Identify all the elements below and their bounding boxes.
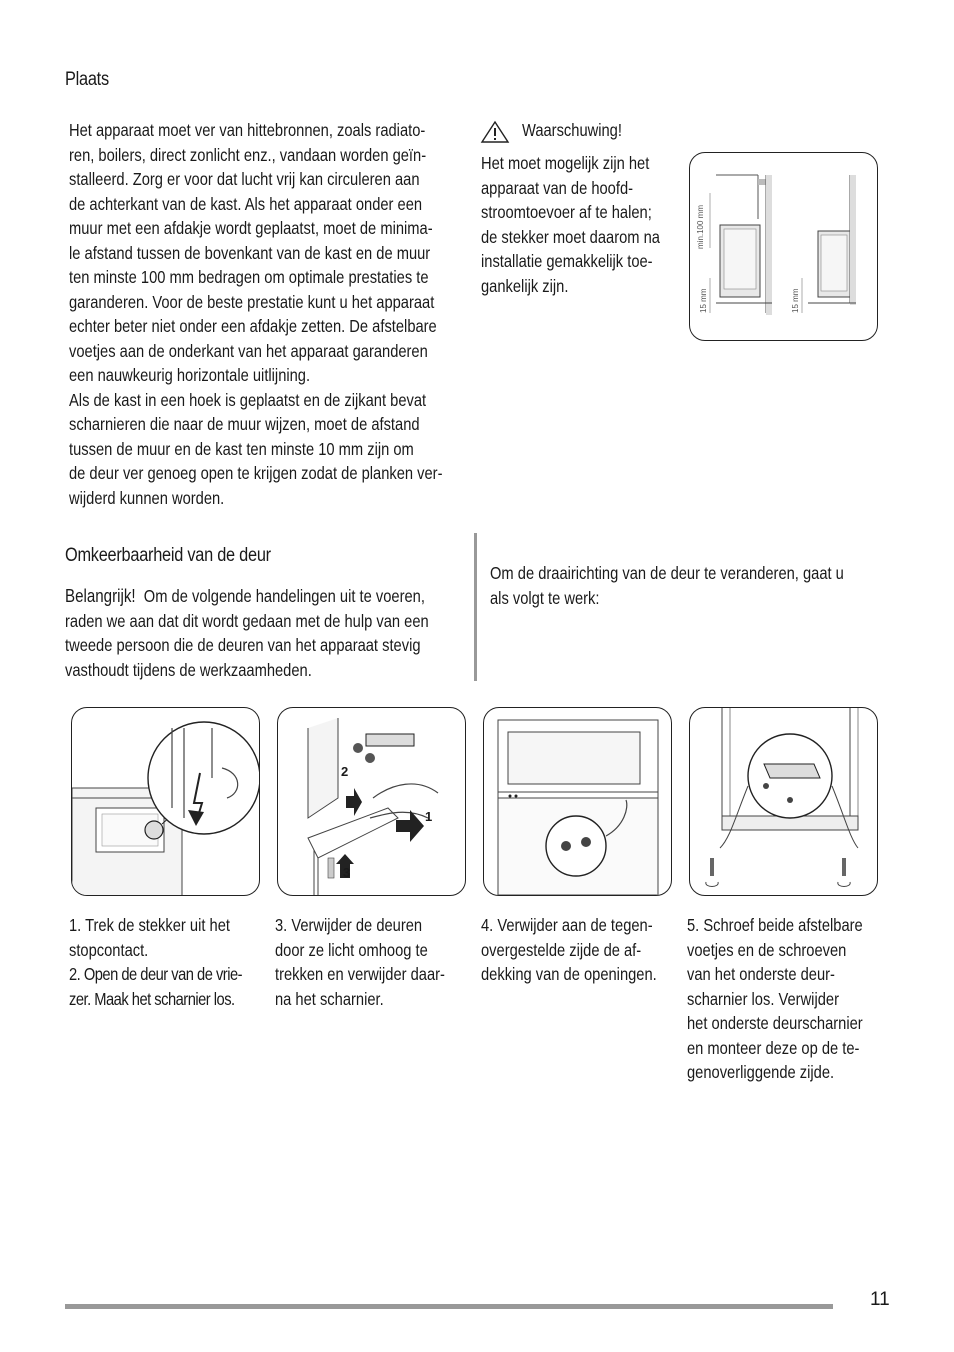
clearance-label-a: 15 mm: [699, 288, 708, 313]
text-line: stopcontact.: [69, 939, 149, 960]
text-line: apparaat van de hoofd-: [481, 177, 634, 198]
step5-figure: [689, 707, 878, 896]
page-number: 11: [870, 1289, 890, 1310]
section-heading-plaats: Plaats: [65, 69, 109, 90]
text-line: garanderen. Voor de beste prestatie kunt u het apparaat: [69, 291, 435, 312]
text-line: dekking van de openingen.: [481, 964, 657, 984]
text-line: Om de volgende handelingen uit te voeren,: [143, 586, 425, 606]
text-line: Als de kast in een hoek is geplaatst en de zijkant bevat: [69, 389, 427, 410]
step-text-5: [687, 913, 880, 1085]
clearance-figure: [689, 152, 878, 341]
text-line: raden we aan dat dit wordt gedaan met de hulp van een: [65, 610, 429, 631]
text-line: de stekker moet daarom na: [481, 226, 660, 247]
text-line: stalleerd. Zorg er voor dat lucht vrij kan circuleren aan: [69, 169, 420, 189]
step-text-1: [69, 913, 262, 1011]
step1-figure: [71, 707, 260, 896]
text-line: scharnieren die naar de muur wijzen, moet de afstand: [69, 414, 420, 434]
step3-figure: [277, 707, 466, 896]
text-line: wijderd kunnen worden.: [69, 487, 225, 508]
warning-text: [481, 151, 683, 298]
warning-icon: [480, 120, 510, 149]
important-label: Belangrijk!: [65, 586, 136, 606]
text-line: genoverliggende zijde.: [687, 1062, 835, 1082]
text-line: gankelijk zijn.: [481, 275, 569, 296]
fig-label-1: 1: [425, 809, 433, 824]
text-line: overgestelde zijde de af-: [481, 939, 642, 960]
text-line: door ze licht omhoog te: [275, 939, 428, 960]
fig-label-2: 2: [341, 764, 349, 779]
text-line: de achterkant van de kast. Als het apparaat onder een: [69, 193, 423, 214]
text-line: muur met een afdakje wordt geplaatst, moet de minima-: [69, 218, 433, 238]
clearance-label-min: min.100 mm: [696, 204, 705, 249]
text-line: na het scharnier.: [275, 988, 384, 1009]
clearance-label-b: 15 mm: [791, 288, 800, 313]
text-line: scharnier los. Verwijder: [687, 988, 839, 1009]
text-line: als volgt te werk:: [490, 587, 600, 608]
text-line: vasthoudt tijdens de werkzaamheden.: [65, 659, 312, 680]
plaats-body-text: [69, 118, 472, 510]
text-line: het onderste deurscharnier: [687, 1013, 863, 1033]
text-line: Het moet mogelijk zijn het: [481, 153, 650, 173]
text-line: tussen de muur en de kast ten minste 10 mm zijn om: [69, 438, 414, 459]
text-line: 4. Verwijder aan de tegen-: [481, 915, 653, 935]
text-line: de deur ver genoeg open te krijgen zodat de planken ver-: [69, 463, 443, 483]
text-line: installatie gemakkelijk toe-: [481, 251, 653, 271]
text-line: 3. Verwijder de deuren: [275, 915, 423, 935]
text-line: tweede persoon die de deuren van het apparaat stevig: [65, 635, 421, 655]
door-intro-text: [490, 561, 876, 610]
fig-label-3: 3: [343, 865, 351, 880]
text-line: 5. Schroef beide afstelbare: [687, 915, 863, 935]
text-line: ten minste 100 mm bedragen om optimale prestaties te: [69, 267, 429, 287]
text-line: stroomtoevoer af te halen;: [481, 202, 652, 222]
text-line: 1. Trek de stekker uit het: [69, 915, 230, 935]
column-divider: [474, 533, 477, 681]
important-text: [65, 584, 460, 682]
text-line: le afstand tussen de bovenkant van de kast en de muur: [69, 242, 431, 263]
text-line: Het apparaat moet ver van hittebronnen, zoals radiato-: [69, 120, 426, 140]
text-line: voetjes aan de onderkant van het apparaat garanderen: [69, 340, 428, 361]
warning-title: Waarschuwing!: [522, 120, 622, 140]
text-line: ren, boilers, direct zonlicht enz., vandaan worden geïn-: [69, 144, 427, 165]
text-line: zer. Maak het scharnier los.: [69, 988, 235, 1009]
step4-figure: [483, 707, 672, 896]
step-text-3: [275, 913, 468, 1011]
step-text-4: [481, 913, 674, 987]
text-line: Om de draairichting van de deur te veranderen, gaat u: [490, 563, 844, 583]
text-line: en monteer deze op de te-: [687, 1037, 860, 1058]
text-line: voetjes en de schroeven: [687, 939, 847, 960]
section-heading-door: Omkeerbaarheid van de deur: [65, 545, 271, 566]
text-line: een nauwkeurig horizontale uitlijning.: [69, 365, 311, 385]
text-line: trekken en verwijder daar-: [275, 964, 445, 984]
text-line: echter beter niet onder een afdakje zetten. De afstelbare: [69, 316, 437, 336]
text-line: van het onderste deur-: [687, 964, 835, 984]
footer-rule: [65, 1304, 833, 1309]
text-line: 2. Open de deur van de vrie-: [69, 964, 243, 984]
